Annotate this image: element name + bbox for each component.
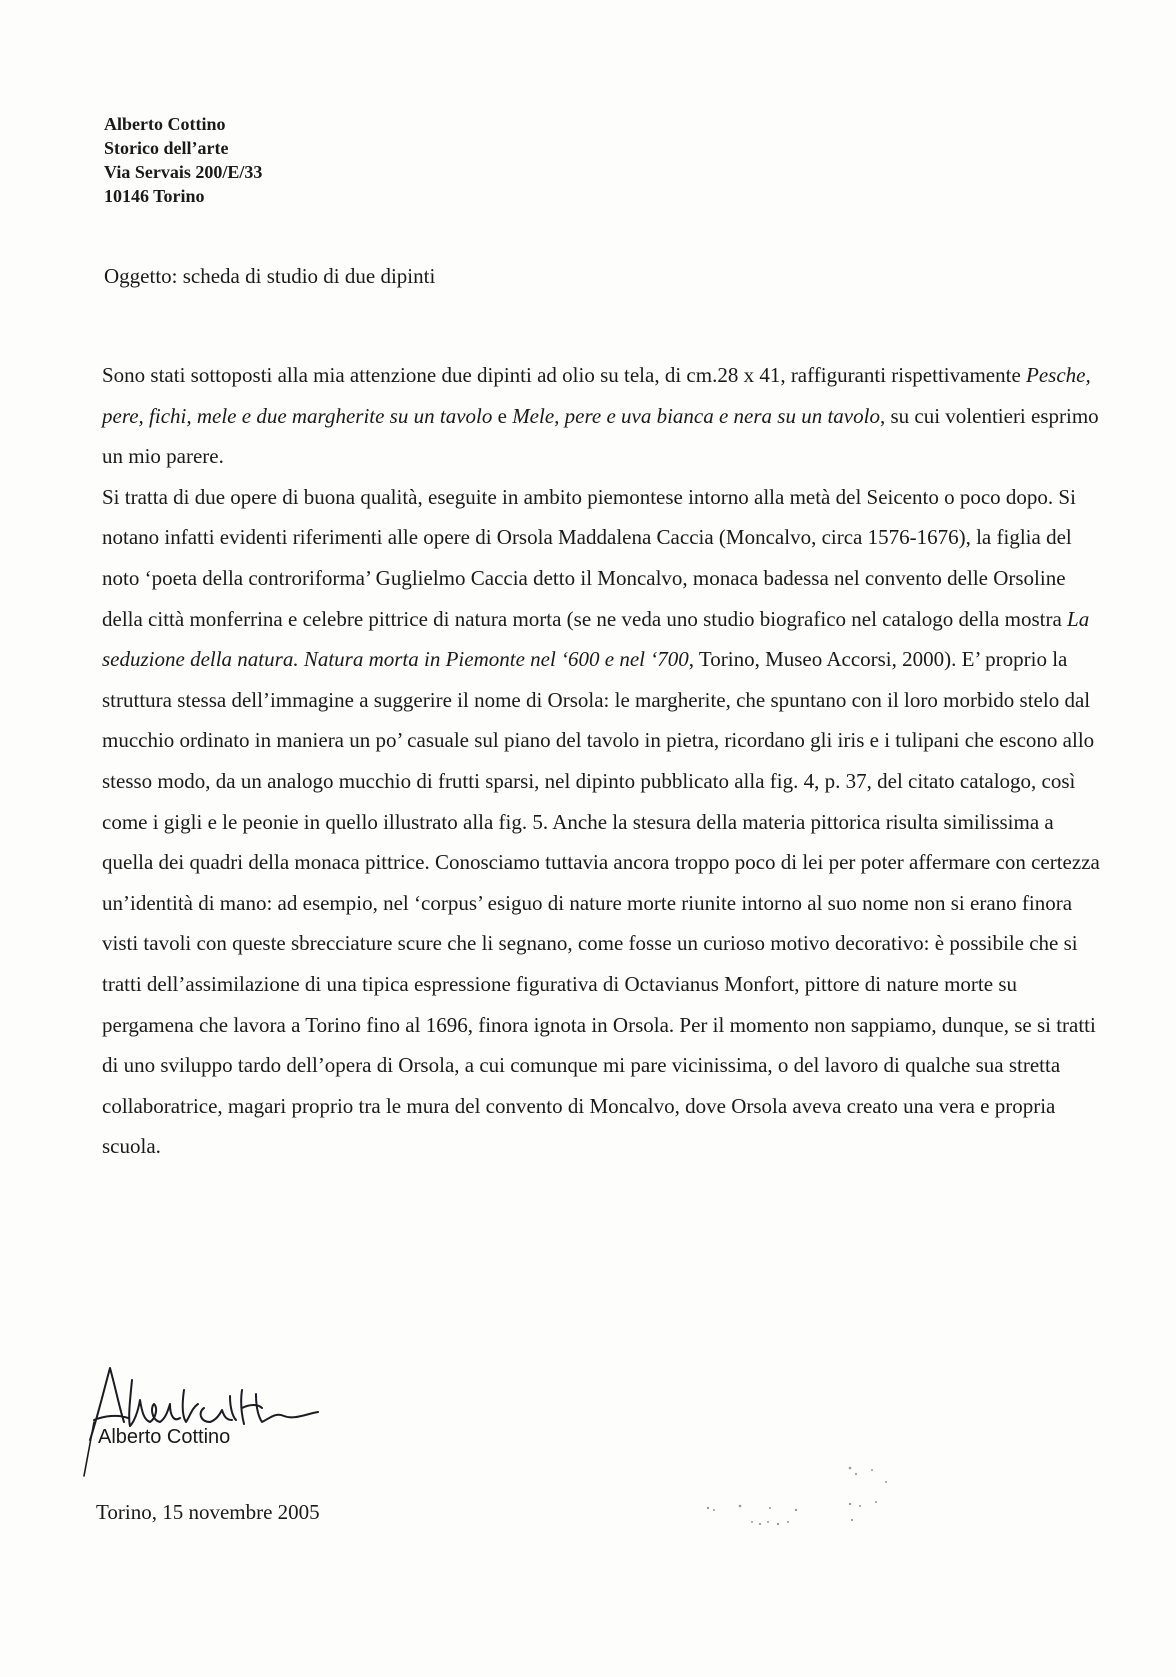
handwritten-signature bbox=[80, 1360, 350, 1480]
date-line: Torino, 15 novembre 2005 bbox=[96, 1500, 320, 1524]
signature-handwritten-text: Alberto Cottino bbox=[80, 1360, 87, 1361]
body-paragraph-1 bbox=[102, 355, 1107, 477]
sender-block bbox=[104, 112, 262, 208]
sender-city: 10146 Torino bbox=[104, 186, 205, 206]
body-text: Sono stati sottoposti alla mia attenzione due dipinti ad olio su tela, di cm.28 x 41, raffiguranti rispettivamente bbox=[102, 363, 1027, 387]
stamp-residue bbox=[700, 1460, 980, 1540]
sender-title: Storico dell’arte bbox=[104, 138, 229, 158]
letter-body bbox=[102, 355, 1107, 1167]
painting-title-2: Mele, pere e uva bianca e nera su un tavolo bbox=[512, 403, 880, 428]
signature-printed-name: Alberto Cottino bbox=[98, 1426, 231, 1448]
subject-line: Oggetto: scheda di studio di due dipinti bbox=[104, 264, 436, 288]
body-text: , Torino, Museo Accorsi, 2000). E’ proprio la struttura stessa dell’immagine a suggerire il nome di Orsola: le margherite, che spuntano con il loro morbido stelo dal mucchio ordinato in maniera un po’ casuale sul piano del tavolo in pietra, ricordano gli iris e i tulipani che escono allo stesso modo, da un analogo mucchio di frutti sparsi, nel dipinto pubblicato alla fig. 4, p. 37, del citato catalogo, così come i gigli e le peonie in quello illustrato alla fig. 5. Anche la stesura della materia pittorica risulta similissima a quella dei quadri della monaca pittrice. Conosciamo tuttavia ancora troppo poco di lei per poter affermare con certezza un’identità di mano: ad esempio, nel ‘corpus’ esiguo di nature morte riunite intorno al suo nome non si erano finora visti tavoli con queste sbrecciature scure che li segnano, come fosse un curioso motivo decorativo: è possibile che si tratti dell’assimilazione di una tipica espressione figurativa di Octavianus Monfort, pittore di nature morte su pergamena che lavora a Torino fino al 1696, finora ignota in Orsola. Per il momento non sappiamo, dunque, se si tratti di uno sviluppo tardo dell’opera di Orsola, a cui comunque mi pare vicinissima, o del lavoro di qualche sua stretta collaboratrice, magari proprio tra le mura del convento di Moncalvo, dove Orsola aveva creato una vera e propria scuola. bbox=[102, 647, 1100, 1159]
faded-stamp-marks bbox=[700, 1460, 980, 1540]
painting-title-1: Pesche, pere, fichi, mele e due margherite su un tavolo bbox=[102, 363, 1091, 428]
body-text: Si tratta di due opere di buona qualità, eseguite in ambito piemontese intorno alla metà del Seicento o poco dopo. Si notano infatti evidenti riferimenti alle opere di Orsola Maddalena Caccia (Moncalvo, circa 1576-1676), la figlia del noto ‘poeta della controriforma’ Guglielmo Caccia detto il Moncalvo, monaca badessa nel convento delle Orsoline della città monferrina e celebre pittrice di natura morta (se ne veda uno studio biografico nel catalogo della mostra bbox=[102, 484, 1076, 631]
body-text: e bbox=[492, 403, 513, 428]
catalog-title: La seduzione della natura. Natura morta in Piemonte nel ‘600 e nel ‘700 bbox=[102, 606, 1090, 672]
sender-street: Via Servais 200/E/33 bbox=[104, 162, 263, 182]
sender-name: Alberto Cottino bbox=[104, 114, 226, 134]
signature-scrawl bbox=[80, 1360, 350, 1480]
body-text: , su cui volentieri esprimo un mio parere. bbox=[102, 403, 1099, 469]
body-paragraph-2 bbox=[102, 477, 1107, 1167]
